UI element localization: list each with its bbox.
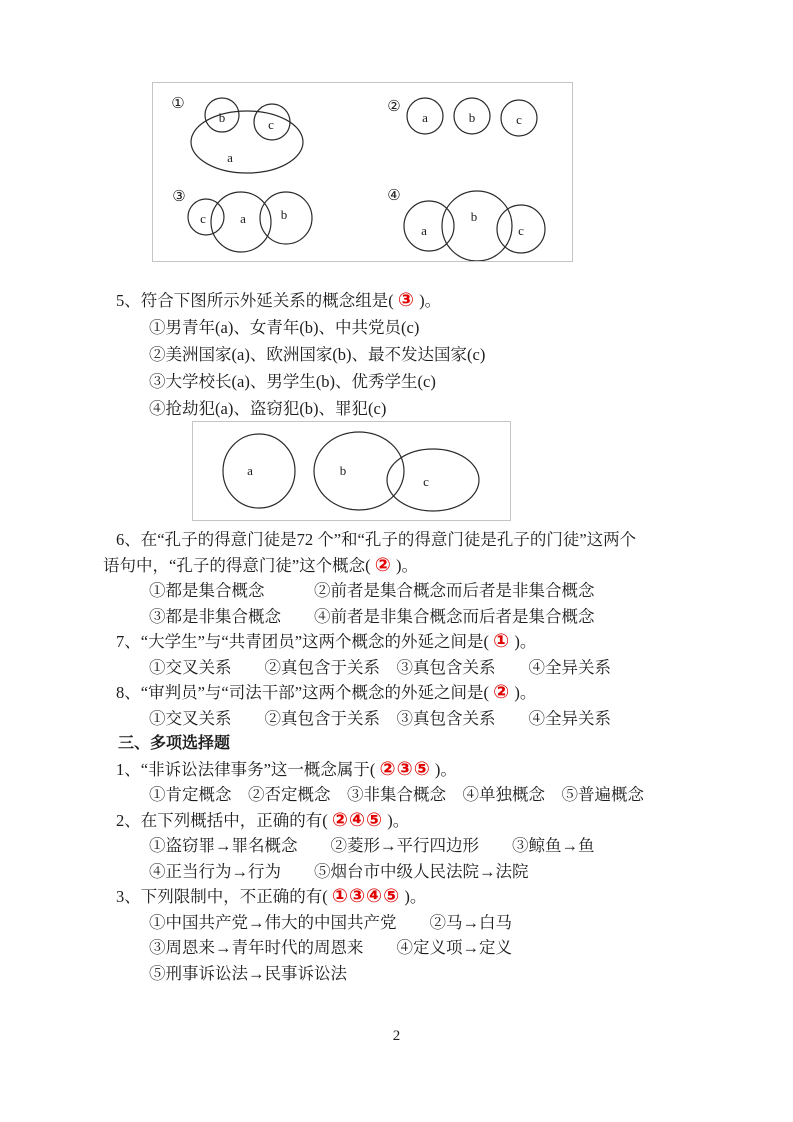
diagram4-label-a: a bbox=[421, 223, 427, 238]
question-7-options: ①交叉关系 ②真包含于关系 ③真包含关系 ④全异关系 bbox=[149, 657, 611, 677]
questions-block bbox=[103, 527, 703, 986]
question-6-text: 语句中，“孔子的得意门徒”这个概念( bbox=[103, 555, 375, 575]
question-6-line-2 bbox=[103, 553, 703, 579]
single-circle-c bbox=[387, 449, 479, 511]
single-label-c: c bbox=[423, 474, 429, 489]
single-circle-a bbox=[223, 434, 295, 508]
single-label-a: a bbox=[247, 463, 253, 478]
page-number: 2 bbox=[392, 1028, 401, 1044]
single-label-b: b bbox=[339, 463, 347, 478]
question-5-text: 5、符合下图所示外延关系的概念组是( bbox=[116, 291, 398, 310]
diagram4-circle-b bbox=[442, 191, 512, 261]
multi-question-1 bbox=[103, 757, 703, 783]
question-5-text-after: )。 bbox=[414, 291, 442, 310]
question-8-options: ①交叉关系 ②真包含于关系 ③真包含关系 ④全异关系 bbox=[149, 708, 611, 728]
question-5-option-3: ③大学校长(a)、男学生(b)、优秀学生(c) bbox=[149, 372, 436, 391]
multi-question-2-options-2: ④正当行为→行为 ⑤烟台市中级人民法院→法院 bbox=[149, 861, 529, 881]
diagram2-label-c: c bbox=[516, 112, 522, 127]
question-6-text-after: )。 bbox=[391, 555, 418, 575]
diagram3-label-c: c bbox=[200, 211, 206, 226]
question-5-option-1: ①男青年(a)、女青年(b)、中共党员(c) bbox=[149, 318, 420, 337]
question-6-answer: ② bbox=[374, 553, 392, 576]
venn-single-svg bbox=[193, 422, 510, 520]
multi-question-3-answer: ①③④⑤ bbox=[331, 885, 401, 907]
diagram4-label-b: b bbox=[470, 209, 478, 224]
diagram1-label-b: b bbox=[218, 110, 226, 125]
multi-question-1-options: ①肯定概念 ②否定概念 ③非集合概念 ④单独概念 ⑤普遍概念 bbox=[149, 785, 644, 804]
question-7-answer: ① bbox=[493, 630, 511, 652]
diagram2-number: ② bbox=[387, 99, 401, 115]
question-7 bbox=[103, 629, 703, 655]
section-3-heading: 三、多项选择题 bbox=[118, 735, 231, 752]
diagram3-circle-c bbox=[188, 199, 224, 235]
question-7-text-after: )。 bbox=[510, 632, 537, 651]
multi-question-2-text-after: )。 bbox=[383, 810, 410, 830]
multi-question-3-text: 3、下列限制中，不正确的有( bbox=[116, 887, 332, 906]
question-8 bbox=[103, 680, 703, 706]
diagram1-ellipse-a bbox=[191, 111, 303, 173]
multi-question-3-text-after: )。 bbox=[400, 887, 427, 906]
multi-question-1-text: 1、“非诉讼法律事务”这一概念属于( bbox=[116, 759, 380, 779]
multi-question-3-options-1: ①中国共产党→伟大的中国共产党 ②马→白马 bbox=[149, 912, 512, 932]
diagram2-label-a: a bbox=[422, 110, 428, 125]
multi-question-3 bbox=[103, 884, 703, 910]
diagram1-number: ① bbox=[171, 96, 185, 112]
multi-question-3-options-3: ⑤刑事诉讼法→民事诉讼法 bbox=[149, 963, 347, 983]
question-5-option-2: ②美洲国家(a)、欧洲国家(b)、最不发达国家(c) bbox=[149, 345, 486, 364]
question-5-answer: ③ bbox=[397, 289, 415, 311]
question-7-text: 7、“大学生”与“共青团员”这两个概念的外延之间是( bbox=[116, 632, 494, 651]
venn-diagram-single-figure bbox=[192, 421, 511, 521]
question-6-line-1: 6、在“孔子的得意门徒是72 个”和“孔子的得意门徒是孔子的门徒”这两个 bbox=[116, 530, 637, 549]
question-5-block bbox=[103, 287, 703, 422]
question-8-text: 8、“审判员”与“司法干部”这两个概念的外延之间是( bbox=[116, 683, 494, 702]
diagram2-label-b: b bbox=[468, 110, 476, 125]
multi-question-2-options-1: ①盗窃罪→罪名概念 ②菱形→平行四边形 ③鲸鱼→鱼 bbox=[149, 836, 595, 855]
single-circle-b bbox=[314, 432, 404, 510]
question-6-options-1: ①都是集合概念 ②前者是集合概念而后者是非集合概念 bbox=[149, 581, 595, 600]
question-8-text-after: )。 bbox=[510, 683, 537, 702]
venn-grid-svg bbox=[153, 83, 572, 261]
diagram1-label-a: a bbox=[227, 150, 233, 165]
question-5 bbox=[103, 287, 703, 314]
diagram3-number: ③ bbox=[172, 189, 186, 205]
multi-question-1-text-after: )。 bbox=[430, 759, 457, 779]
multi-question-2-text: 2、在下列概括中，正确的有( bbox=[116, 810, 332, 830]
venn-diagram-grid-figure bbox=[152, 82, 573, 262]
diagram3-label-a: a bbox=[240, 211, 246, 226]
multi-question-1-answer: ②③⑤ bbox=[379, 757, 431, 780]
multi-question-3-options-2: ③周恩来→青年时代的周恩来 ④定义项→定义 bbox=[149, 938, 512, 957]
diagram3-label-b: b bbox=[280, 207, 288, 222]
question-5-option-4: ④抢劫犯(a)、盗窃犯(b)、罪犯(c) bbox=[149, 399, 387, 418]
question-8-answer: ② bbox=[493, 681, 511, 703]
diagram4-number: ④ bbox=[387, 188, 401, 204]
question-6-options-2: ③都是非集合概念 ④前者是非集合概念而后者是集合概念 bbox=[149, 606, 595, 626]
multi-question-2 bbox=[103, 808, 703, 834]
diagram1-label-c: c bbox=[268, 117, 274, 132]
diagram4-label-c: c bbox=[518, 223, 524, 238]
multi-question-2-answer: ②④⑤ bbox=[331, 808, 384, 831]
